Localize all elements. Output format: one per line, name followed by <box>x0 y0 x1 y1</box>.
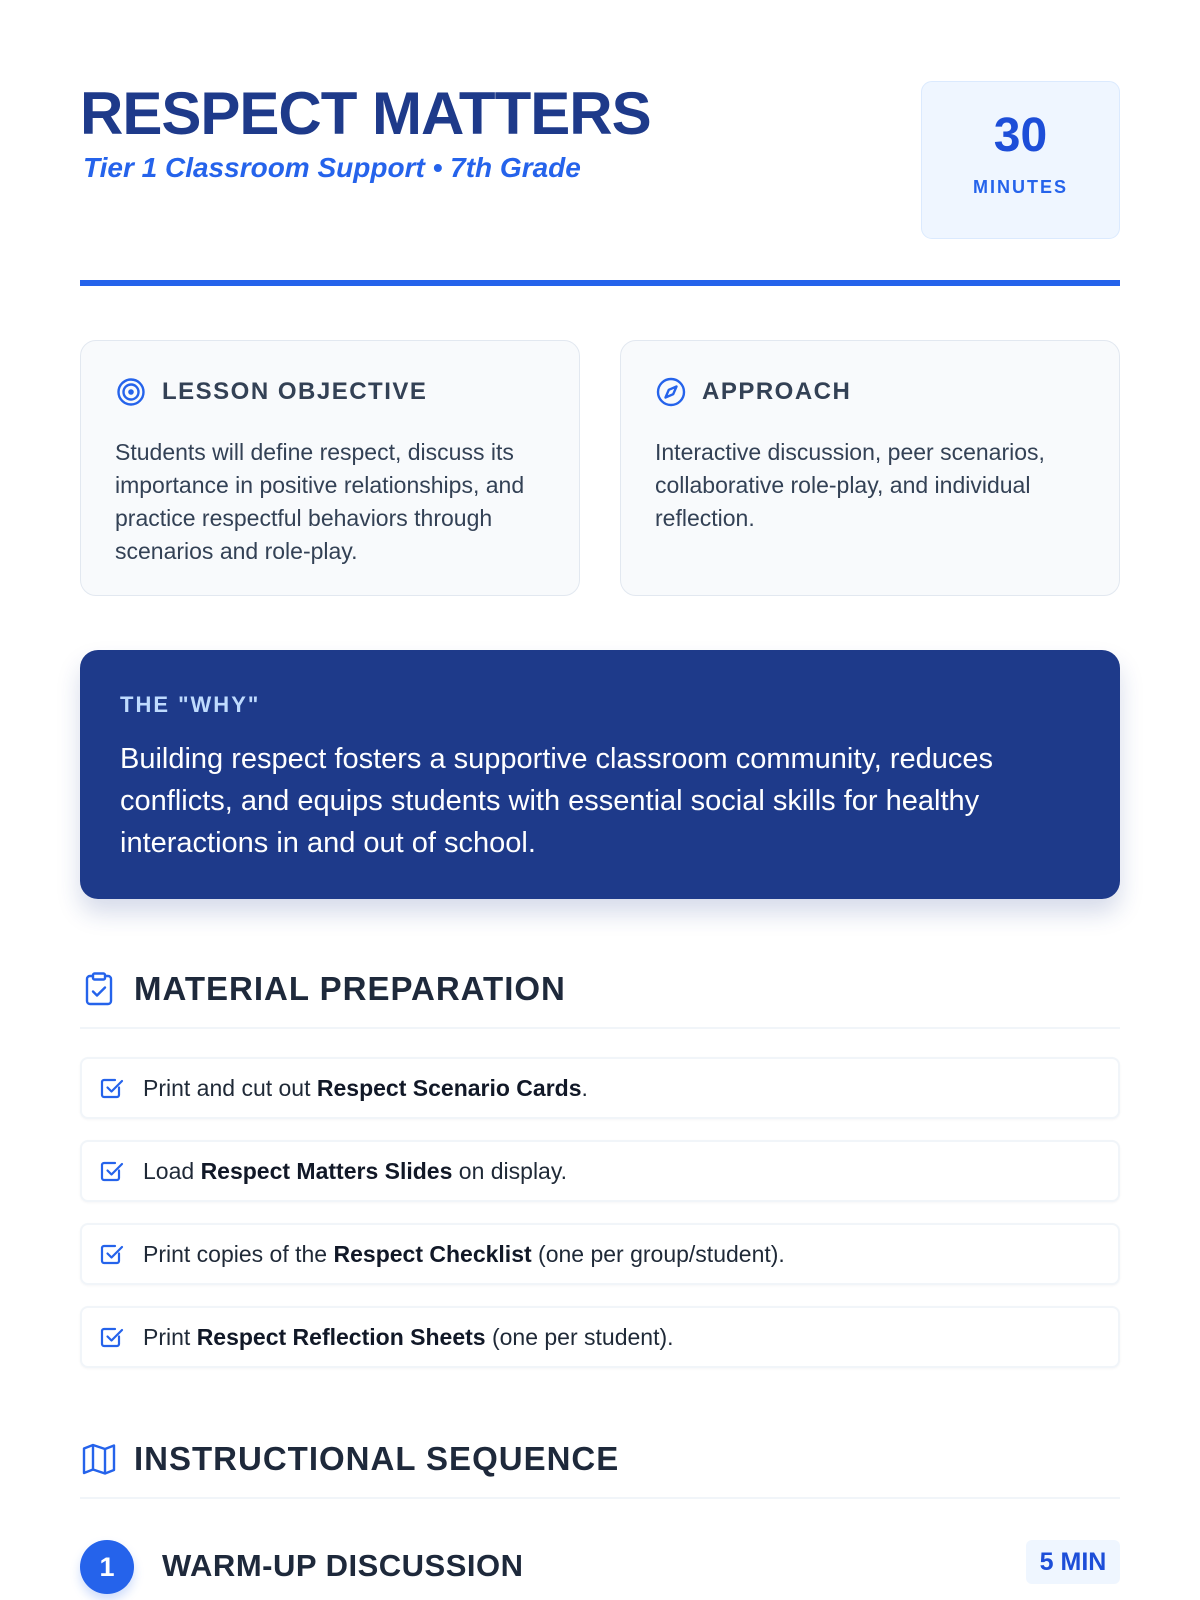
material-preparation-heading <box>80 953 1120 1029</box>
instructional-sequence-heading <box>80 1423 1120 1499</box>
target-icon <box>115 376 147 408</box>
duration-label: MINUTES <box>973 177 1068 197</box>
checkbox-check-icon <box>97 1073 127 1103</box>
lesson-objective-card <box>80 340 580 596</box>
material-item-text-suffix: . <box>581 1075 588 1101</box>
duration-badge <box>921 81 1120 239</box>
content-container <box>80 0 1120 1583</box>
header-divider <box>80 280 1120 286</box>
duration-value: 30 <box>993 109 1048 162</box>
lesson-subtitle: Tier 1 Classroom Support • 7th Grade <box>83 152 581 183</box>
approach-text: Interactive discussion, peer scenarios, collaborative role-play, and individual reflection. <box>655 439 1045 531</box>
instructional-sequence-title: INSTRUCTIONAL SEQUENCE <box>134 1440 620 1477</box>
material-item-text <box>143 1157 567 1185</box>
material-item-text-suffix: (one per student). <box>485 1324 674 1350</box>
page-title: RESPECT MATTERS <box>80 80 651 147</box>
why-callout <box>80 650 1120 899</box>
why-text: Building respect fosters a supportive classroom community, reduces conflicts, and equips students with essential social skills for healthy interactions in and out of school. <box>120 743 994 859</box>
lesson-objective-title: LESSON OBJECTIVE <box>162 378 428 405</box>
material-item-text-prefix: Print and cut out <box>143 1075 317 1101</box>
material-item-text-prefix: Load <box>143 1158 201 1184</box>
material-item-text-suffix: on display. <box>452 1158 568 1184</box>
material-item-text-suffix: (one per group/student). <box>531 1241 785 1267</box>
material-item-emphasis: Respect Reflection Sheets <box>196 1324 486 1350</box>
lesson-header <box>80 0 1120 300</box>
instruction-step <box>80 1540 1120 1600</box>
step-title: WARM-UP DISCUSSION <box>162 1548 524 1583</box>
material-item-text-prefix: Print copies of the <box>143 1241 334 1267</box>
material-preparation-title: MATERIAL PREPARATION <box>134 970 566 1007</box>
overview-cards <box>80 340 1120 596</box>
map-icon <box>80 1440 118 1478</box>
step-number-badge: 1 <box>80 1540 134 1594</box>
material-item-text <box>143 1240 785 1268</box>
checkbox-check-icon <box>97 1156 127 1186</box>
material-item-emphasis: Respect Scenario Cards <box>316 1075 582 1101</box>
material-item <box>80 1140 1120 1202</box>
compass-icon <box>655 376 687 408</box>
step-duration-badge: 5 MIN <box>1026 1540 1120 1584</box>
material-item-emphasis: Respect Matters Slides <box>200 1158 453 1184</box>
material-item-emphasis: Respect Checklist <box>333 1241 532 1267</box>
material-item <box>80 1057 1120 1119</box>
material-item <box>80 1306 1120 1368</box>
material-item-text <box>143 1074 588 1102</box>
clipboard-check-icon <box>80 970 118 1008</box>
material-item-text <box>143 1323 674 1351</box>
material-item <box>80 1223 1120 1285</box>
approach-title: APPROACH <box>702 378 852 405</box>
material-checklist <box>80 1057 1120 1389</box>
lesson-objective-text: Students will define respect, discuss its importance in positive relationships, and practice respectful behaviors through scenarios and role-play. <box>115 439 525 564</box>
checkbox-check-icon <box>97 1239 127 1269</box>
lesson-objective-heading <box>115 375 546 409</box>
checkbox-check-icon <box>97 1322 127 1352</box>
material-item-text-prefix: Print <box>143 1324 197 1350</box>
approach-heading <box>655 375 1086 409</box>
approach-card <box>620 340 1120 596</box>
why-label: THE "WHY" <box>120 692 261 717</box>
